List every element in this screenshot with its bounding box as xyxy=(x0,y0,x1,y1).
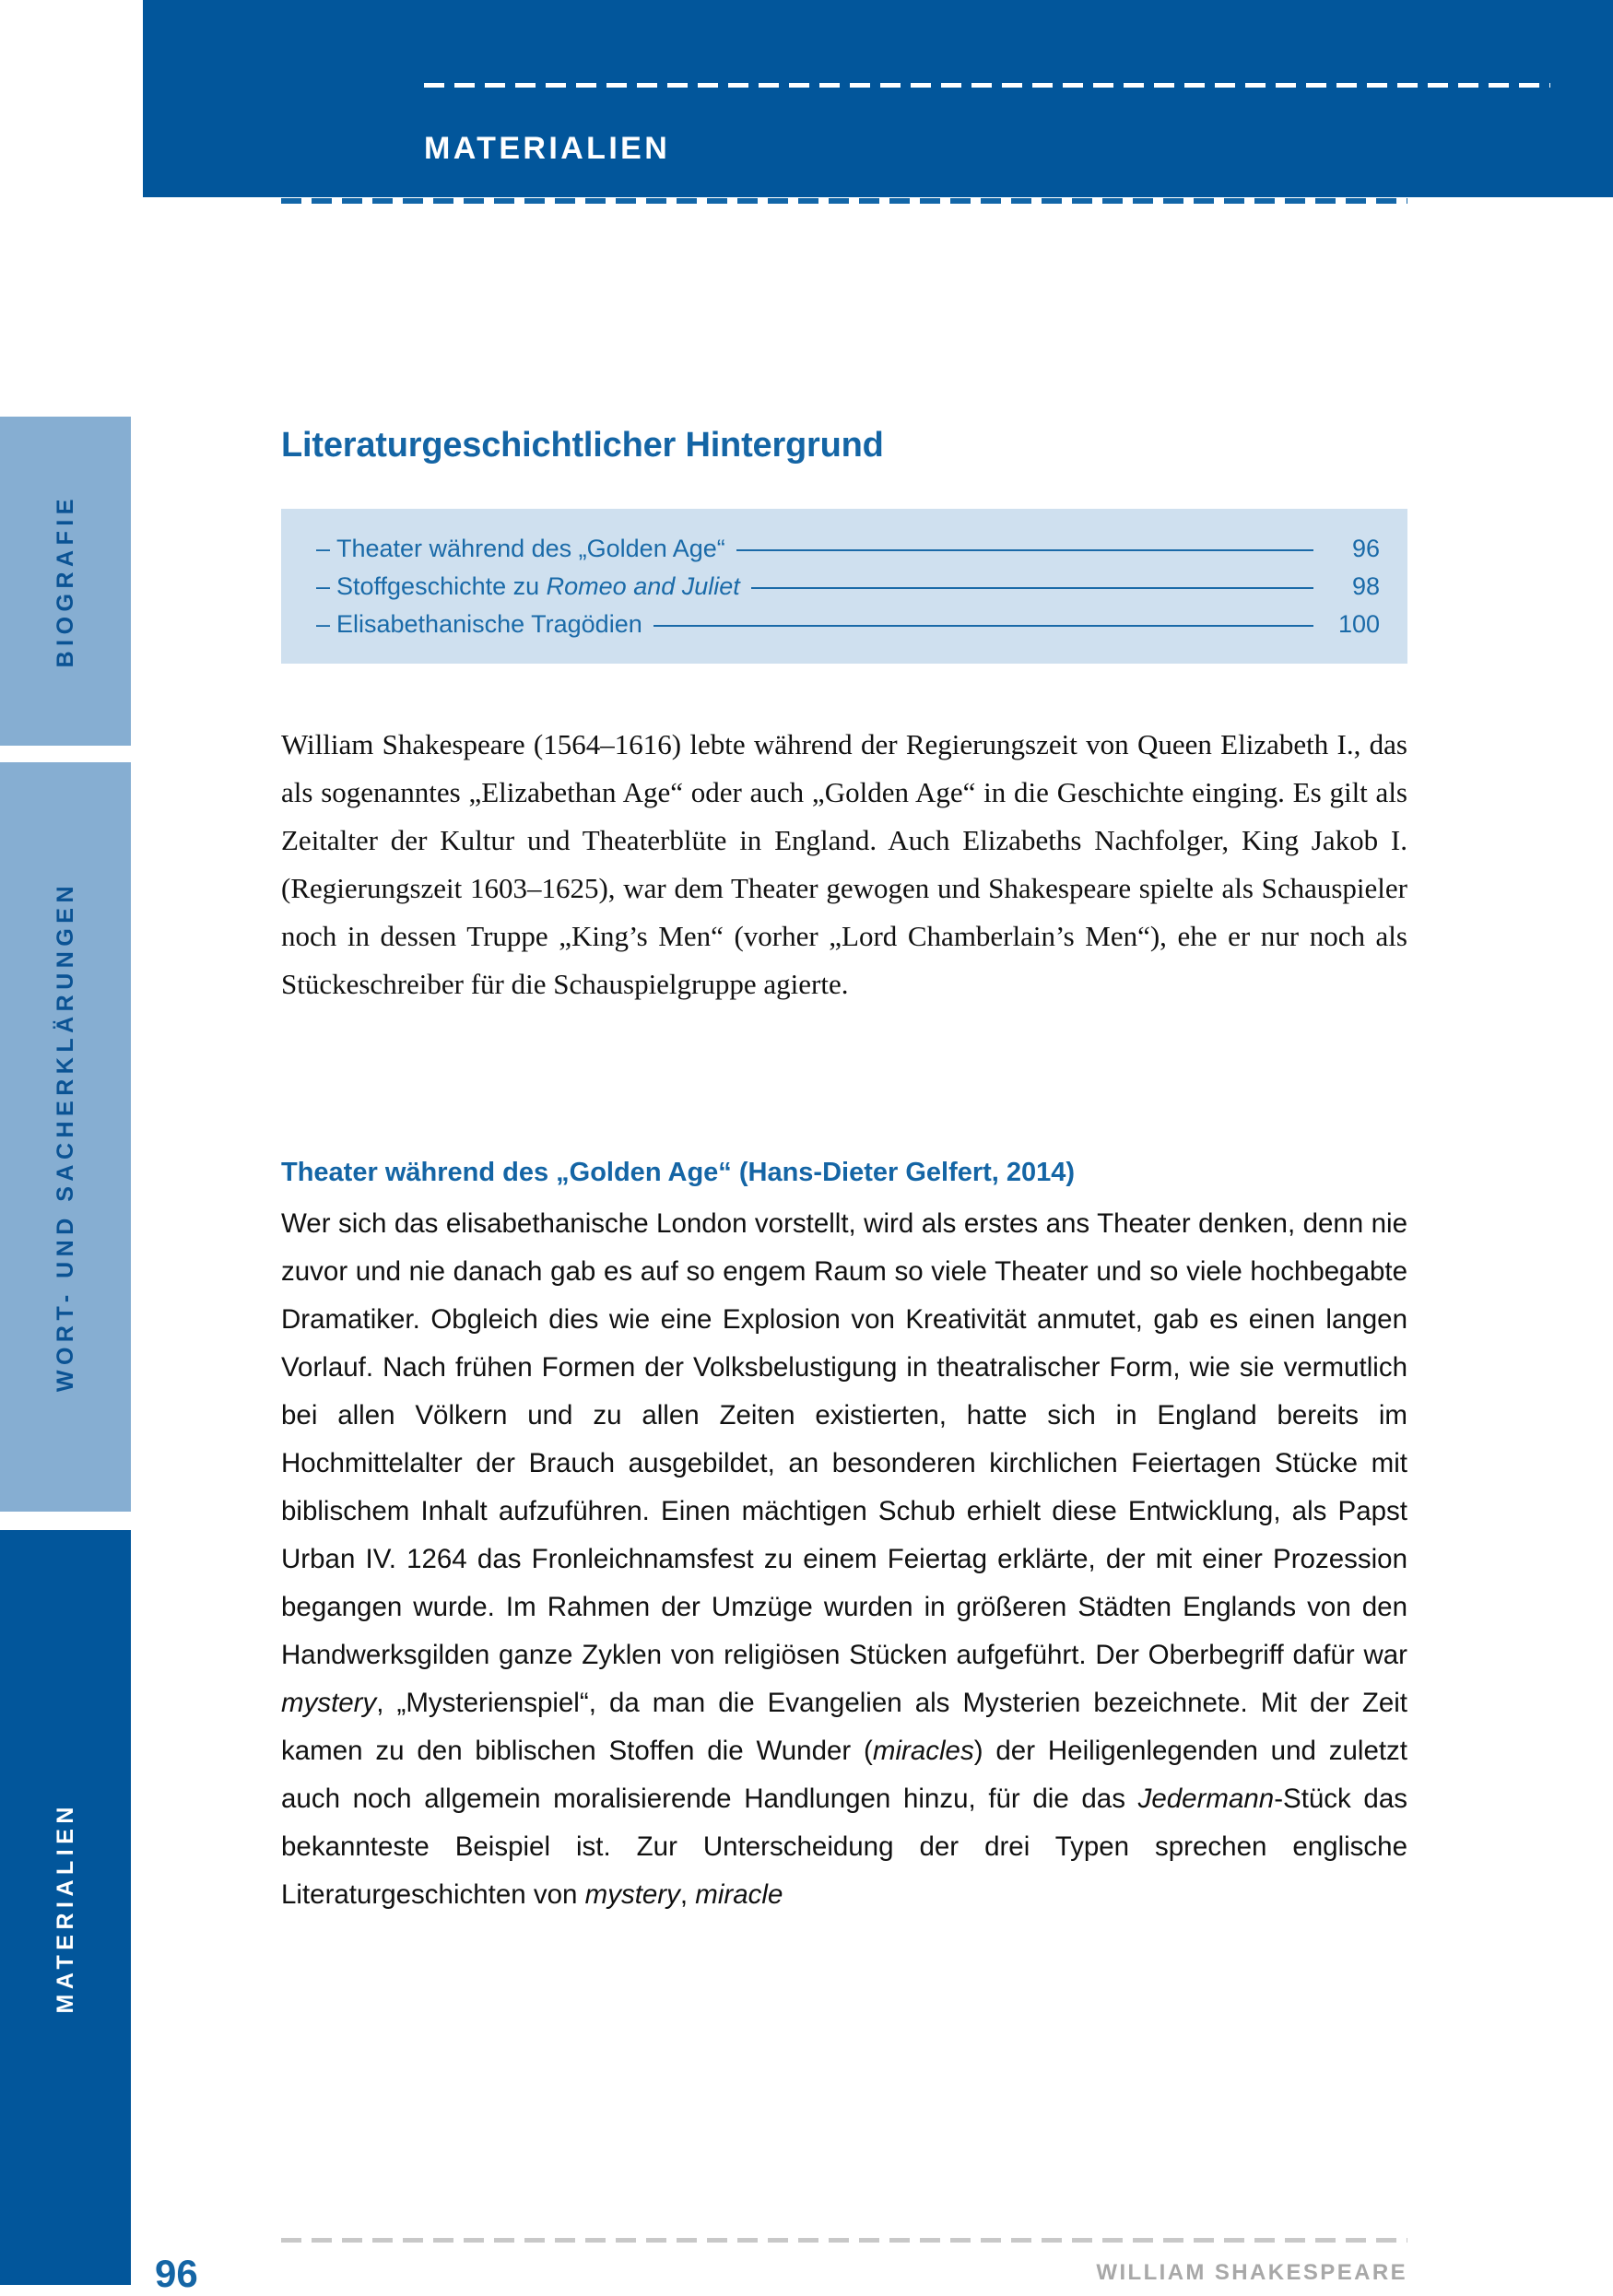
toc-leader-line xyxy=(653,625,1313,627)
toc-bullet-dash: – xyxy=(316,535,331,562)
body-text-run: Wer sich das elisabethanische London vorstellt, wird als erstes ans Theater denken, denn nie zuvor und nie danach gab es auf so engem Raum so viele Theater und so viele hochbegabte Dramatiker. Obgleich dies wie eine Explosion von Kreativität anmutet, gab es einen langen Vorlauf. Nach frühen Formen der Volksbelustigung in theatralischer Form, wie sie vermutlich bei allen Völkern und zu allen Zeiten existierten, hatte sich in England bereits im Hochmittelalter der Brauch ausgebildet, an besonderen kirchlichen Feiertagen Stücke mit biblischem Inhalt aufzuführen. Einen mächtigen Schub erhielt diese Entwicklung, als Papst Urban IV. 1264 das Fronleichnamsfest zu einem Feiertag erklärte, der mit einer Prozession begangen wurde. Im Rahmen der Umzüge wurden in größeren Städten Englands von den Handwerksgilden ganze Zyklen von religiösen Stücken aufgeführt. Der Oberbegriff dafür war xyxy=(281,1208,1407,1670)
body-italic-term: miracles xyxy=(872,1736,974,1766)
toc-bullet-dash: – xyxy=(316,572,331,600)
table-of-contents-list xyxy=(316,535,1380,648)
sidebar-tab-biografie[interactable] xyxy=(0,417,131,746)
section-title: Literaturgeschichtlicher Hintergrund xyxy=(281,426,884,465)
sidebar-tab-wort-und-sacherklaerungen-label: WORT- UND SACHERKLÄRUNGEN xyxy=(52,881,78,1393)
toc-item-label: Stoffgeschichte zu Romeo and Juliet xyxy=(336,572,740,600)
intro-paragraph: William Shakespeare (1564–1616) lebte während der Regierungszeit von Queen Elizabeth I., das als sogenanntes „Elizabethan Age“ oder auch „Golden Age“ in die Geschichte einging. Es gilt als Zeitalter der Kultur und Theaterblüte in England. Auch Elizabeths Nachfolger, King Jakob I. (Regierungszeit 1603–1625), war dem Theater gewogen und Shakespeare spielte als Schauspieler noch in dessen Truppe „King’s Men“ (vorher „Lord Chamberlain’s Men“), ehe er nur noch als Stückeschreiber für die Schauspielgruppe agierte. xyxy=(281,728,1407,1000)
toc-item[interactable] xyxy=(316,610,1380,648)
toc-item-page-number: 98 xyxy=(1351,572,1380,600)
toc-item[interactable] xyxy=(316,572,1380,610)
sidebar-tab-materialien-label: MATERIALIEN xyxy=(52,1801,78,2014)
footer-dashed-rule xyxy=(281,2238,1407,2243)
sidebar-tab-rail xyxy=(0,0,131,2285)
body-text-run: , xyxy=(679,1879,696,1910)
toc-bullet-dash: – xyxy=(316,610,331,638)
body-subheading: Theater während des „Golden Age“ (Hans-Dieter Gelfert, 2014) xyxy=(281,1158,1076,1187)
body-italic-term: Jedermann xyxy=(1137,1784,1275,1814)
body-italic-term: mystery xyxy=(584,1879,680,1910)
body-text-run: , „Mysterienspiel“, da man die Evangelien als Mysterien bezeichnete. Mit der Zeit kamen zu den biblischen Stoffen die Wunder ( xyxy=(281,1688,1407,1766)
toc-item-label: Elisabethanische Tragödien xyxy=(336,610,642,638)
header-dashed-rule-bottom xyxy=(281,198,1407,204)
body-italic-term: miracle xyxy=(695,1879,783,1910)
body-text-run: -Stück das bekannteste Beispiel ist. Zur Unterscheidung der drei Typen sprechen englische Literaturgeschichten von xyxy=(281,1784,1407,1910)
main-body-paragraph xyxy=(281,1200,1407,1919)
sidebar-tab-wort-und-sacherklaerungen[interactable] xyxy=(0,762,131,1512)
page-title: MATERIALIEN xyxy=(424,131,671,166)
toc-item-label: Theater während des „Golden Age“ xyxy=(336,535,725,562)
sidebar-tab-biografie-label: BIOGRAFIE xyxy=(52,494,78,668)
toc-item-page-number: 96 xyxy=(1351,535,1380,562)
footer-running-title: WILLIAM SHAKESPEARE xyxy=(1096,2260,1407,2285)
table-of-contents-box xyxy=(281,509,1407,664)
body-italic-term: mystery xyxy=(281,1688,377,1718)
sidebar-tab-materialien[interactable] xyxy=(0,1530,131,2285)
toc-item-page-number: 100 xyxy=(1337,610,1380,638)
body-text-run: ) der Heiligenlegenden und zuletzt auch noch allgemein moralisierende Handlungen hinzu, für die das xyxy=(281,1736,1408,1814)
footer-page-number: 96 xyxy=(155,2252,198,2295)
header-dashed-rule-top xyxy=(424,83,1550,88)
toc-item[interactable] xyxy=(316,535,1380,572)
header-band xyxy=(143,0,1613,197)
toc-leader-line xyxy=(751,587,1313,589)
toc-leader-line xyxy=(736,549,1313,551)
